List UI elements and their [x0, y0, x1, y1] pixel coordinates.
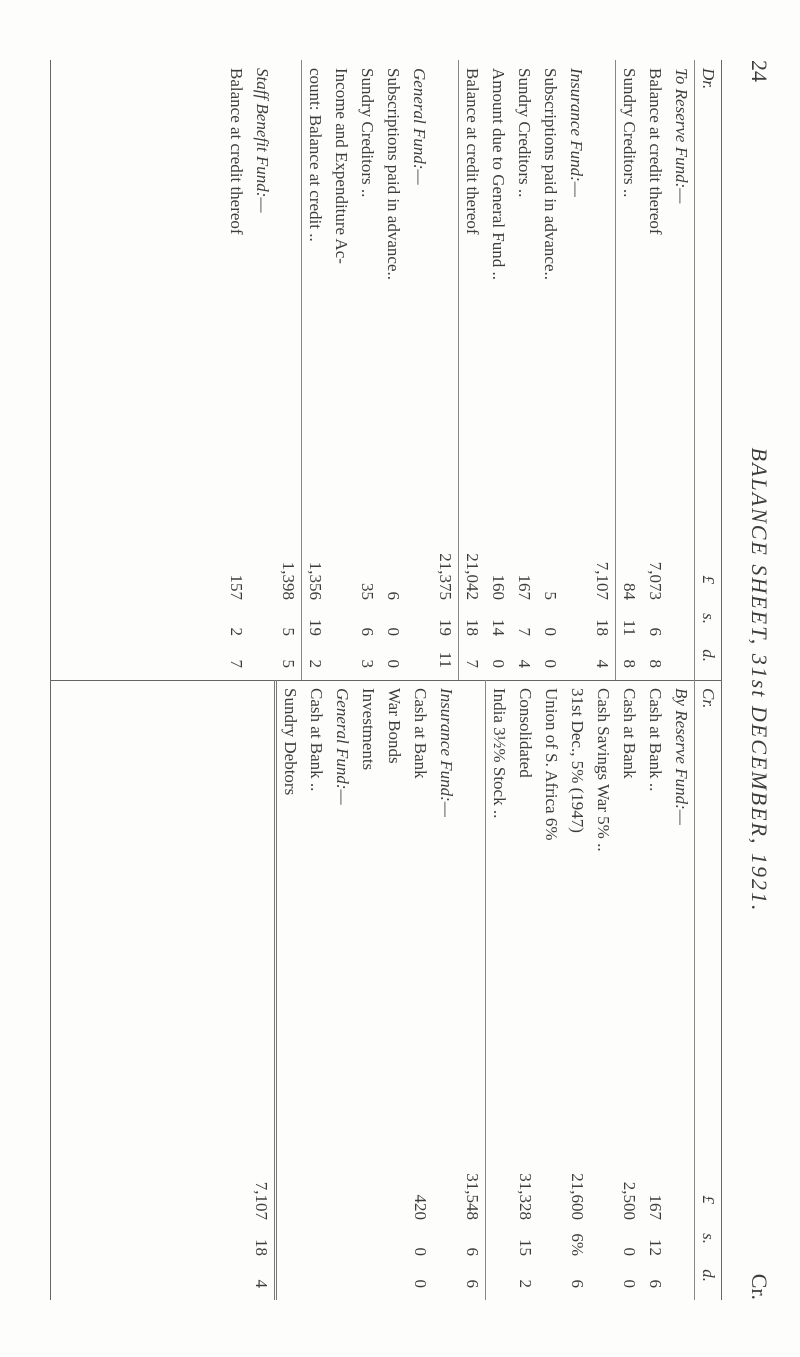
row-label: Subscriptions paid in advance.. [541, 68, 560, 280]
ledger-row [328, 60, 354, 680]
pence-value: 2 [306, 659, 325, 668]
shillings-value: 18 [593, 619, 612, 636]
column-header-cell: s. [699, 613, 718, 624]
shillings-value: 7 [515, 627, 534, 636]
pence-value: 8 [620, 659, 639, 668]
row-label: Insurance Fund:— [567, 68, 586, 197]
pence-value: 0 [411, 1279, 430, 1288]
pence-value: 7 [227, 659, 246, 668]
shillings-value: 6 [358, 627, 377, 636]
row-label: Cash at Bank [411, 688, 430, 779]
ledger-row [432, 60, 459, 680]
shillings-value: 0 [620, 1247, 639, 1256]
pence-value: 4 [593, 659, 612, 668]
pounds-value: 7,107 [252, 1181, 271, 1220]
page-number: 24 [747, 60, 772, 82]
shillings-value: 6 [646, 627, 665, 636]
row-label: Cash at Bank .. [307, 688, 326, 792]
pounds-value: 31,328 [516, 1173, 535, 1220]
ledger-row [459, 60, 485, 680]
shillings-value: 18 [463, 619, 482, 636]
row-label: By Reserve Fund:— [672, 688, 691, 825]
pence-value: 5 [279, 659, 298, 668]
ledger-row [223, 60, 249, 680]
ledger-row [485, 60, 511, 680]
ledger-row [668, 60, 694, 680]
pounds-value: 7,107 [593, 561, 612, 600]
shillings-value: 0 [541, 627, 560, 636]
ledger-row [380, 60, 406, 680]
row-label: Amount due to General Fund .. [489, 68, 508, 280]
row-label: Balance at credit thereof [463, 68, 482, 235]
row-label: Sundry Creditors .. [358, 68, 377, 198]
ledger-row [407, 680, 433, 1300]
row-label: Sundry Debtors [281, 688, 300, 796]
row-label: Consolidated [516, 688, 535, 778]
pounds-value: 7,073 [646, 561, 665, 600]
shillings-value: 5 [279, 627, 298, 636]
ledger-row [486, 680, 512, 1300]
pounds-value: 21,042 [463, 553, 482, 600]
ledger-row [537, 60, 563, 680]
ledger-row [538, 680, 564, 1300]
pence-value: 8 [646, 659, 665, 668]
shillings-value: 15 [516, 1239, 535, 1256]
shillings-value: 6 [463, 1247, 482, 1256]
row-label: India 3½% Stock .. [490, 688, 509, 819]
row-label: To Reserve Fund:— [672, 68, 691, 204]
pounds-value: 84 [620, 583, 639, 600]
pounds-value: 31,548 [463, 1173, 482, 1220]
ledger-row [616, 60, 642, 680]
liabilities-column [51, 60, 721, 681]
row-label: Cash Savings War 5% .. [594, 688, 613, 852]
column-header-cell: Dr. [699, 68, 718, 90]
pounds-value: 157 [227, 574, 246, 600]
ledger-row [563, 60, 589, 680]
ledger-row [355, 680, 381, 1300]
ledger-row [277, 680, 303, 1300]
pence-value: 0 [620, 1279, 639, 1288]
ledger-row [668, 680, 694, 1300]
ledger-row [590, 680, 616, 1300]
row-label: General Fund:— [333, 688, 352, 805]
document-title: BALANCE SHEET, 31st DECEMBER, 1921. [747, 447, 772, 913]
pence-value: 11 [436, 651, 455, 668]
pounds-value: 21,600 [568, 1173, 587, 1220]
shillings-value: 14 [489, 619, 508, 636]
pounds-value: 35 [358, 583, 377, 600]
pence-value: 0 [384, 659, 403, 668]
column-header [694, 680, 721, 1300]
column-header-cell: s. [699, 1233, 718, 1244]
ledger-row [642, 60, 668, 680]
header [732, 60, 772, 1300]
shillings-value: 19 [436, 619, 455, 636]
pence-value: 4 [515, 659, 534, 668]
pence-value: 0 [541, 659, 560, 668]
pence-value: 7 [463, 659, 482, 668]
row-label: 31st Dec., 5% (1947) [568, 688, 587, 833]
ledger-row [249, 60, 275, 680]
pence-value: 4 [252, 1279, 271, 1288]
ledger-row [248, 680, 277, 1300]
shillings-value: 6% [568, 1233, 587, 1256]
pence-value: 6 [568, 1279, 587, 1288]
pounds-value: 420 [411, 1194, 430, 1220]
ledger-row [459, 680, 486, 1300]
row-label: Sundry Creditors .. [620, 68, 639, 198]
ledger-row [329, 680, 355, 1300]
row-label: Insurance Fund:— [437, 688, 456, 817]
shillings-value: 19 [306, 619, 325, 636]
shillings-value: 12 [646, 1239, 665, 1256]
row-label: Staff Benefit Fund:— [253, 68, 272, 213]
pence-value: 6 [646, 1279, 665, 1288]
row-label: Investments [359, 688, 378, 771]
ledger-row [302, 60, 328, 680]
row-label: Balance at credit thereof [646, 68, 665, 235]
ledger-row [433, 680, 459, 1300]
row-label: Subscriptions paid in advance.. [384, 68, 403, 280]
column-header-cell: £ [699, 1195, 718, 1204]
shillings-value: 2 [227, 627, 246, 636]
ledger-row [512, 680, 538, 1300]
ledger-row [564, 680, 590, 1300]
ledger-row [642, 680, 668, 1300]
pence-value: 6 [463, 1279, 482, 1288]
pence-value: 3 [358, 659, 377, 668]
pounds-value: 1,356 [306, 561, 325, 600]
column-header-cell: £ [699, 575, 718, 584]
pounds-value: 21,375 [436, 553, 455, 600]
row-label: Income and Expenditure Ac- [332, 68, 351, 264]
row-label: General Fund:— [410, 68, 429, 185]
row-label: Cash at Bank .. [646, 688, 665, 792]
pounds-value: 6 [384, 591, 403, 600]
ledger-row [406, 60, 432, 680]
ledger-row [275, 60, 302, 680]
shillings-value: 18 [252, 1239, 271, 1256]
row-label: count: Balance at credit .. [306, 68, 325, 242]
shillings-value: 0 [411, 1247, 430, 1256]
ledger-row [616, 680, 642, 1300]
row-label: Cash at Bank [620, 688, 639, 779]
ledger-row [381, 680, 407, 1300]
shillings-value: 0 [384, 627, 403, 636]
pence-value: 0 [489, 659, 508, 668]
ledger-row [303, 680, 329, 1300]
row-label: Union of S. Africa 6% [542, 688, 561, 841]
balance-sheet [50, 60, 722, 1300]
shillings-value: 11 [620, 619, 639, 636]
pounds-value: 167 [515, 574, 534, 600]
ledger-row [589, 60, 616, 680]
row-label: Balance at credit thereof [227, 68, 246, 235]
row-label: War Bonds [385, 688, 404, 764]
column-header-cell: Cr. [699, 688, 718, 709]
column-header-cell: d. [699, 1269, 718, 1282]
row-label: Sundry Creditors .. [515, 68, 534, 198]
pounds-value: 5 [541, 591, 560, 600]
pounds-value: 1,398 [279, 561, 298, 600]
pounds-value: 167 [646, 1194, 665, 1220]
column-header-cell: d. [699, 649, 718, 662]
ledger-row [354, 60, 380, 680]
pounds-value: 160 [489, 574, 508, 600]
assets-column [51, 680, 721, 1300]
pounds-value: 2,500 [620, 1181, 639, 1220]
column-header [694, 60, 721, 680]
ledger-row [511, 60, 537, 680]
credit-marker: Cr. [747, 1273, 772, 1300]
pence-value: 2 [516, 1279, 535, 1288]
